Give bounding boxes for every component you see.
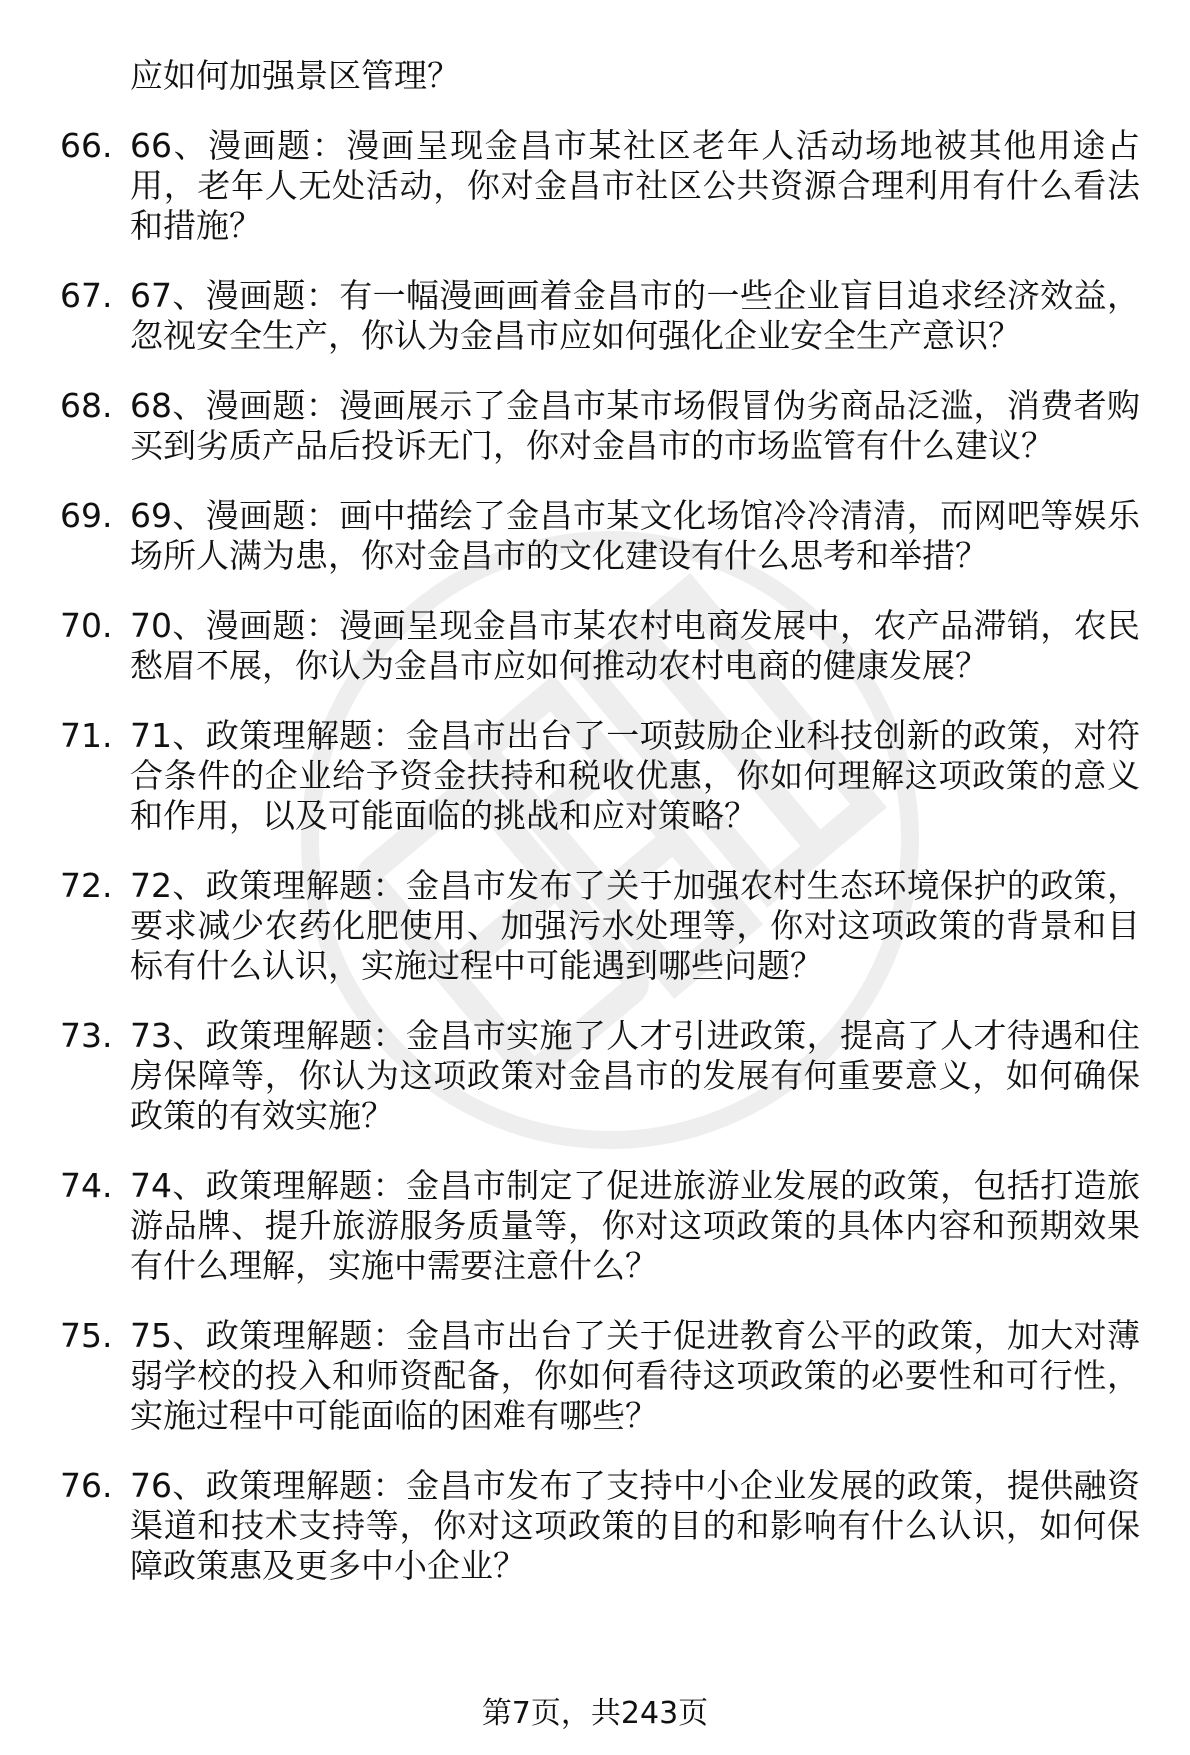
item-number: 68. xyxy=(60,386,113,425)
list-item xyxy=(0,126,1190,246)
item-text: 73、政策理解题：金昌市实施了人才引进政策，提高了人才待遇和住房保障等，你认为这项政策对金昌市的发展有何重要意义，如何确保政策的有效实施？ xyxy=(130,1016,1140,1135)
list-item xyxy=(0,716,1190,836)
list-item xyxy=(0,1466,1190,1586)
list-item xyxy=(0,1016,1190,1136)
item-number: 75. xyxy=(60,1316,113,1355)
item-text: 71、政策理解题：金昌市出台了一项鼓励企业科技创新的政策，对符合条件的企业给予资金扶持和税收优惠，你如何理解这项政策的意义和作用，以及可能面临的挑战和应对策略？ xyxy=(130,716,1140,835)
page-number: 第7页，共243页 xyxy=(481,1696,709,1731)
question-list xyxy=(0,126,1190,1616)
item-text: 69、漫画题：画中描绘了金昌市某文化场馆冷冷清清，而网吧等娱乐场所人满为患，你对金昌市的文化建设有什么思考和举措？ xyxy=(130,496,1140,575)
list-item xyxy=(0,866,1190,986)
item-text: 67、漫画题：有一幅漫画画着金昌市的一些企业盲目追求经济效益，忽视安全生产，你认为金昌市应如何强化企业安全生产意识？ xyxy=(130,276,1140,355)
item-number: 76. xyxy=(60,1466,113,1505)
page-footer xyxy=(0,1694,1190,1734)
item-text: 66、漫画题：漫画呈现金昌市某社区老年人活动场地被其他用途占用，老年人无处活动，你对金昌市社区公共资源合理利用有什么看法和措施？ xyxy=(130,126,1140,245)
item-number: 70. xyxy=(60,606,113,645)
item-number: 66. xyxy=(60,126,113,165)
item-text: 74、政策理解题：金昌市制定了促进旅游业发展的政策，包括打造旅游品牌、提升旅游服务质量等，你对这项政策的具体内容和预期效果有什么理解，实施中需要注意什么？ xyxy=(130,1166,1140,1285)
list-item xyxy=(0,276,1190,356)
list-item xyxy=(0,386,1190,466)
item-text: 75、政策理解题：金昌市出台了关于促进教育公平的政策，加大对薄弱学校的投入和师资配备，你如何看待这项政策的必要性和可行性，实施过程中可能面临的困难有哪些？ xyxy=(130,1316,1140,1435)
list-item xyxy=(0,606,1190,686)
continued-question-text: 应如何加强景区管理？ xyxy=(130,56,460,95)
item-text: 72、政策理解题：金昌市发布了关于加强农村生态环境保护的政策，要求减少农药化肥使用、加强污水处理等，你对这项政策的背景和目标有什么认识，实施过程中可能遇到哪些问题？ xyxy=(130,866,1140,985)
item-number: 69. xyxy=(60,496,113,535)
item-number: 74. xyxy=(60,1166,113,1205)
item-number: 72. xyxy=(60,866,113,905)
list-item xyxy=(0,1166,1190,1286)
list-item xyxy=(0,1316,1190,1436)
list-item xyxy=(0,496,1190,576)
item-text: 68、漫画题：漫画展示了金昌市某市场假冒伪劣商品泛滥，消费者购买到劣质产品后投诉无门，你对金昌市的市场监管有什么建议？ xyxy=(130,386,1140,465)
item-number: 73. xyxy=(60,1016,113,1055)
item-text: 76、政策理解题：金昌市发布了支持中小企业发展的政策，提供融资渠道和技术支持等，你对这项政策的目的和影响有什么认识，如何保障政策惠及更多中小企业？ xyxy=(130,1466,1140,1585)
item-number: 71. xyxy=(60,716,113,755)
item-number: 67. xyxy=(60,276,113,315)
item-text: 70、漫画题：漫画呈现金昌市某农村电商发展中，农产品滞销，农民愁眉不展，你认为金昌市应如何推动农村电商的健康发展？ xyxy=(130,606,1140,685)
